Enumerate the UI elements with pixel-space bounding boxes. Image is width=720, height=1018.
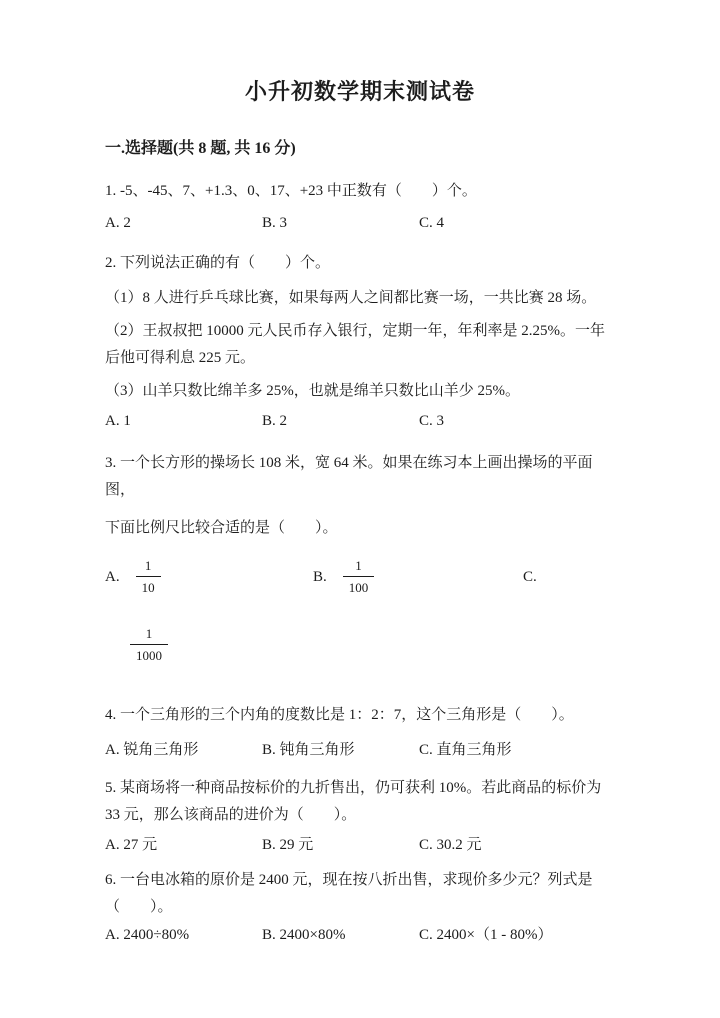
- question-4-option-c: C. 直角三角形: [419, 742, 512, 758]
- question-1-options: [105, 210, 615, 237]
- question-6-options: [105, 922, 615, 949]
- question-2-sub-1: （1）8 人进行乒乓球比赛，如果每两人之间都比赛一场，一共比赛 28 场。: [105, 290, 597, 306]
- fraction-numerator: 1: [355, 558, 362, 573]
- fraction-numerator: 1: [144, 558, 152, 573]
- question-5-text: 5. 某商场将一种商品按标价的九折售出，仍可获利 10%。若此商品的标价为 33 元，那么该商品的进价为（ ）。: [105, 780, 602, 823]
- question-3-option-c: [523, 564, 615, 591]
- section-heading: 一.选择题(共 8 题, 共 16 分): [105, 140, 296, 157]
- question-2-text: 2. 下列说法正确的有（ ）个。: [105, 255, 331, 271]
- question-6-text: 6. 一台电冰箱的原价是 2400 元，现在按八折出售，求现价多少元？列式是（ ）。: [105, 872, 593, 915]
- fraction-one-tenth: [136, 557, 161, 597]
- question-6-option-a: A. 2400÷80%: [105, 927, 190, 943]
- question-3-option-c-fraction-row: [105, 623, 615, 667]
- question-4-options: [105, 737, 615, 764]
- question-1-option-b: B. 3: [262, 215, 288, 231]
- fraction-denominator: 100: [343, 576, 375, 597]
- question-1-text: 1. -5、-45、7、+1.3、0、17、+23 中正数有（ ）个。: [105, 183, 477, 199]
- question-3-options: [105, 555, 615, 599]
- page-title: 小升初数学期末测试卷: [244, 79, 475, 104]
- fraction-one-hundredth: [343, 557, 375, 597]
- fraction-denominator: 1000: [130, 644, 168, 665]
- option-a-label: A.: [105, 568, 120, 585]
- fraction-denominator: 10: [136, 576, 161, 597]
- question-2-option-c: C. 3: [419, 413, 445, 429]
- question-1-option-a: A. 2: [105, 215, 131, 231]
- question-3-text-line-2: 下面比例尺比较合适的是（ ）。: [105, 520, 338, 536]
- question-6-option-b: B. 2400×80%: [262, 927, 346, 943]
- question-5-options: [105, 832, 615, 859]
- question-2-option-a: A. 1: [105, 413, 131, 429]
- fraction-one-thousandth: [130, 625, 168, 665]
- question-4-text: 4. 一个三角形的三个内角的度数比是 1：2：7，这个三角形是（ ）。: [105, 707, 574, 723]
- question-3-option-a: [105, 557, 313, 597]
- fraction-numerator: 1: [145, 626, 153, 641]
- question-5-option-a: A. 27 元: [105, 837, 158, 853]
- question-4-option-b: B. 钝角三角形: [262, 742, 355, 758]
- option-b-label: B.: [313, 568, 327, 585]
- question-3-text-line-1: 3. 一个长方形的操场长 108 米，宽 64 米。如果在练习本上画出操场的平面图，: [105, 455, 593, 498]
- question-3-option-b: [313, 557, 523, 597]
- question-4-option-a: A. 锐角三角形: [105, 742, 199, 758]
- question-2-options: [105, 408, 615, 435]
- question-5-option-c: C. 30.2 元: [419, 837, 482, 853]
- question-6-option-c: C. 2400×（1 - 80%）: [419, 927, 553, 943]
- question-2-sub-3: （3）山羊只数比绵羊多 25%，也就是绵羊只数比山羊少 25%。: [105, 383, 520, 399]
- question-5-option-b: B. 29 元: [262, 837, 314, 853]
- question-2-sub-2: （2）王叔叔把 10000 元人民币存入银行，定期一年，年利率是 2.25%。一年后他可得利息 225 元。: [105, 323, 605, 366]
- question-2-option-b: B. 2: [262, 413, 288, 429]
- question-1-option-c: C. 4: [419, 215, 445, 231]
- option-c-label: C.: [523, 568, 537, 585]
